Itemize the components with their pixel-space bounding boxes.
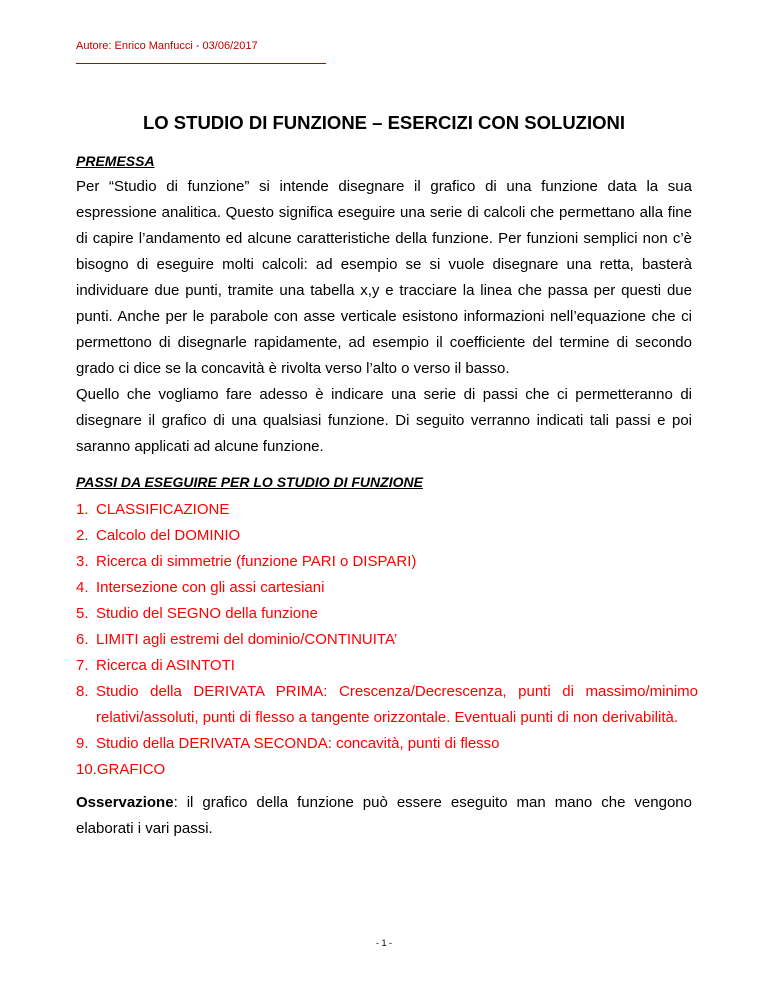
step-text: Intersezione con gli assi cartesiani (96, 579, 325, 596)
premessa-heading: PREMESSA (76, 153, 155, 169)
list-item (76, 497, 698, 523)
list-item (76, 679, 698, 731)
step-text: LIMITI agli estremi del dominio/CONTINUITA’ (96, 631, 398, 648)
page-number: - 1 - (375, 938, 392, 948)
steps-list (76, 497, 698, 783)
list-item (76, 549, 698, 575)
list-item (76, 523, 698, 549)
list-item (76, 731, 698, 757)
step-text: Studio della DERIVATA SECONDA: concavità, punti di flesso (96, 735, 500, 752)
header-author: Autore: Enrico Manfucci - 03/06/2017 (76, 40, 258, 52)
step-text: Studio del SEGNO della funzione (96, 605, 318, 622)
step-text: Ricerca di simmetrie (funzione PARI o DISPARI) (96, 553, 417, 570)
step-text: GRAFICO (96, 761, 166, 778)
list-item (76, 601, 698, 627)
step-number: 7. (76, 657, 89, 674)
document-title: LO STUDIO DI FUNZIONE – ESERCIZI CON SOLUZIONI (142, 112, 626, 133)
passi-heading: PASSI DA ESEGUIRE PER LO STUDIO DI FUNZIONE (76, 474, 423, 490)
step-text: Studio della DERIVATA PRIMA: Crescenza/Decrescenza, punti di massimo/minimo relativi/assoluti, punti di flesso a tangente orizzontale. Eventuali punti di non derivabilità. (96, 683, 698, 726)
step-text: CLASSIFICAZIONE (96, 501, 230, 518)
list-item (76, 627, 698, 653)
list-item (76, 575, 698, 601)
osservazione-text: : il grafico della funzione può essere eseguito man mano che vengono elaborati i vari passi. (76, 794, 692, 837)
premessa-paragraph-2: Quello che vogliamo fare adesso è indicare una serie di passi che ci permetteranno di disegnare il grafico di una qualsiasi funzione. Di seguito verranno indicati tali passi e poi saranno applicati ad alcune funzione. (76, 386, 692, 455)
osservazione-paragraph (76, 790, 692, 842)
list-item (76, 653, 698, 679)
step-number: 6. (76, 631, 89, 648)
step-number: 10. (76, 761, 97, 778)
list-item (76, 757, 698, 783)
step-number: 4. (76, 579, 89, 596)
step-text: Calcolo del DOMINIO (96, 527, 241, 544)
step-text: Ricerca di ASINTOTI (96, 657, 235, 674)
premessa-paragraph-1: Per “Studio di funzione” si intende disegnare il grafico di una funzione data la sua espressione analitica. Questo significa eseguire una serie di calcoli che permettano alla fine di capire l’andamento ed alcune caratteristiche della funzione. Per funzioni semplici non c’è bisogno di eseguire molti calcoli: ad esempio se si vuole disegnare una retta, basterà individuare due punti, tramite una tabella x,y e tracciare la linea che passa per questi due punti. Anche per le parabole con asse verticale esistono informazioni nell’equazione che ci permettono di disegnarle rapidamente, ad esempio il coefficiente del termine di secondo grado ci dice se la concavità è rivolta verso l’alto o verso il basso. (76, 178, 692, 377)
step-number: 1. (76, 501, 89, 518)
step-number: 5. (76, 605, 89, 622)
osservazione-label: Osservazione (76, 794, 174, 811)
step-number: 9. (76, 735, 89, 752)
header-divider (76, 63, 326, 64)
step-number: 2. (76, 527, 89, 544)
step-number: 3. (76, 553, 89, 570)
step-number: 8. (76, 683, 89, 700)
